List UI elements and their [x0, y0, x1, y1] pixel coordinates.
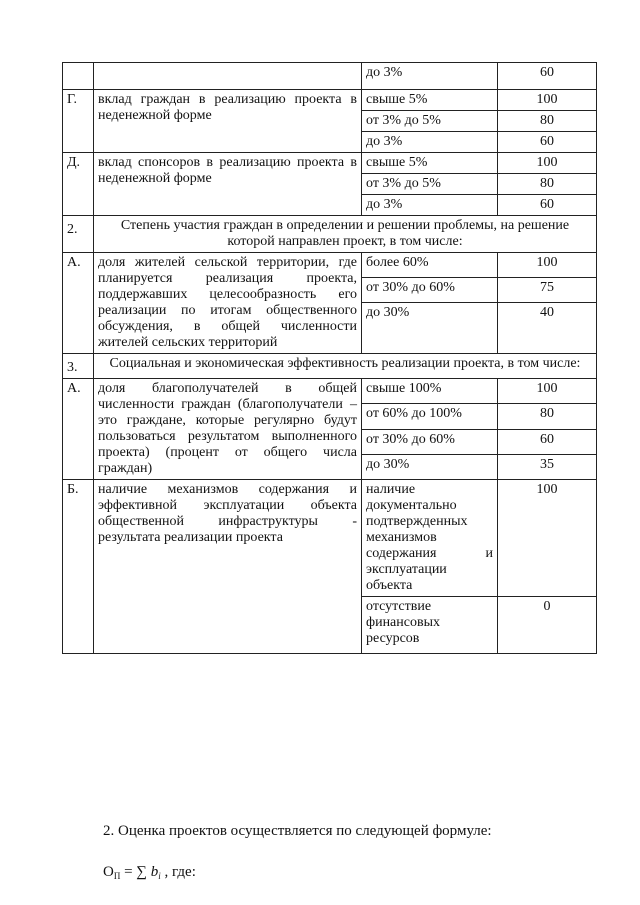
row-number [63, 63, 94, 90]
section-heading: Степень участия граждан в определении и решении проблемы, на решение которой направлен проект, в том числе: [94, 216, 597, 253]
section-row [63, 354, 597, 379]
score-cell: 100 [498, 253, 597, 278]
score-cell: 100 [498, 480, 597, 597]
condition-cell: свыше 100% [362, 379, 498, 404]
row-number: Г. [63, 90, 94, 153]
section-number: 2. [63, 216, 94, 253]
section-row [63, 216, 597, 253]
table-row [63, 153, 597, 174]
condition-cell: до 30% [362, 454, 498, 479]
table-row [63, 480, 597, 597]
score-cell: 100 [498, 153, 597, 174]
formula-variable-subscript: i [158, 871, 161, 881]
score-cell: 0 [498, 597, 597, 654]
scoring-formula [103, 864, 196, 881]
criterion-description: доля жителей сельской территории, где планируется реализация проекта, поддержавших целесообразность его реализации по итогам общественного обсуждения, в общей численности жителей сельских территорий [94, 253, 362, 354]
condition-cell: до 3% [362, 195, 498, 216]
condition-cell: от 30% до 60% [362, 429, 498, 454]
score-cell: 60 [498, 195, 597, 216]
table-row [63, 63, 597, 90]
condition-cell: свыше 5% [362, 153, 498, 174]
criteria-table [62, 62, 597, 654]
row-number: А. [63, 379, 94, 480]
formula-lhs: О [103, 864, 114, 880]
section-number: 3. [63, 354, 94, 379]
score-cell: 60 [498, 63, 597, 90]
condition-cell: до 3% [362, 63, 498, 90]
criterion-description: доля благополучателей в общей численности граждан (благополучатели – это граждане, которые регулярно будут пользоваться результатом выполненного проекта) (процент от общего числа граждан) [94, 379, 362, 480]
criterion-description: наличие механизмов содержания и эффективной эксплуатации объекта общественной инфраструктуры - результата реализации проекта [94, 480, 362, 654]
score-cell: 60 [498, 429, 597, 454]
condition-cell: от 60% до 100% [362, 404, 498, 429]
score-cell: 80 [498, 174, 597, 195]
score-cell: 80 [498, 404, 597, 429]
table-row [63, 90, 597, 111]
condition-cell: от 3% до 5% [362, 111, 498, 132]
score-cell: 100 [498, 90, 597, 111]
criterion-description: вклад спонсоров в реализацию проекта в неденежной форме [94, 153, 362, 216]
formula-tail: , где: [160, 864, 196, 880]
table-row [63, 379, 597, 404]
section-heading: Социальная и экономическая эффективность реализации проекта, в том числе: [94, 354, 597, 379]
condition-cell: наличие документально подтвержденных механизмов содержания и эксплуатации объекта [362, 480, 498, 597]
condition-cell: более 60% [362, 253, 498, 278]
formula-intro-paragraph: 2. Оценка проектов осуществляется по следующей формуле: [103, 823, 492, 839]
formula-operator: = ∑ [120, 864, 151, 880]
condition-cell: от 3% до 5% [362, 174, 498, 195]
score-cell: 100 [498, 379, 597, 404]
row-number: Б. [63, 480, 94, 654]
criterion-description: вклад граждан в реализацию проекта в неденежной форме [94, 90, 362, 153]
criterion-description [94, 63, 362, 90]
score-cell: 35 [498, 454, 597, 479]
condition-cell: до 3% [362, 132, 498, 153]
score-cell: 80 [498, 111, 597, 132]
formula-lhs-subscript: П [113, 871, 121, 881]
condition-cell: до 30% [362, 303, 498, 354]
formula-variable: b [150, 864, 159, 880]
score-cell: 60 [498, 132, 597, 153]
table-row [63, 253, 597, 278]
score-cell: 75 [498, 278, 597, 303]
condition-cell: от 30% до 60% [362, 278, 498, 303]
row-number: А. [63, 253, 94, 354]
score-cell: 40 [498, 303, 597, 354]
condition-cell: отсутствие финансовых ресурсов [362, 597, 498, 654]
condition-cell: свыше 5% [362, 90, 498, 111]
row-number: Д. [63, 153, 94, 216]
